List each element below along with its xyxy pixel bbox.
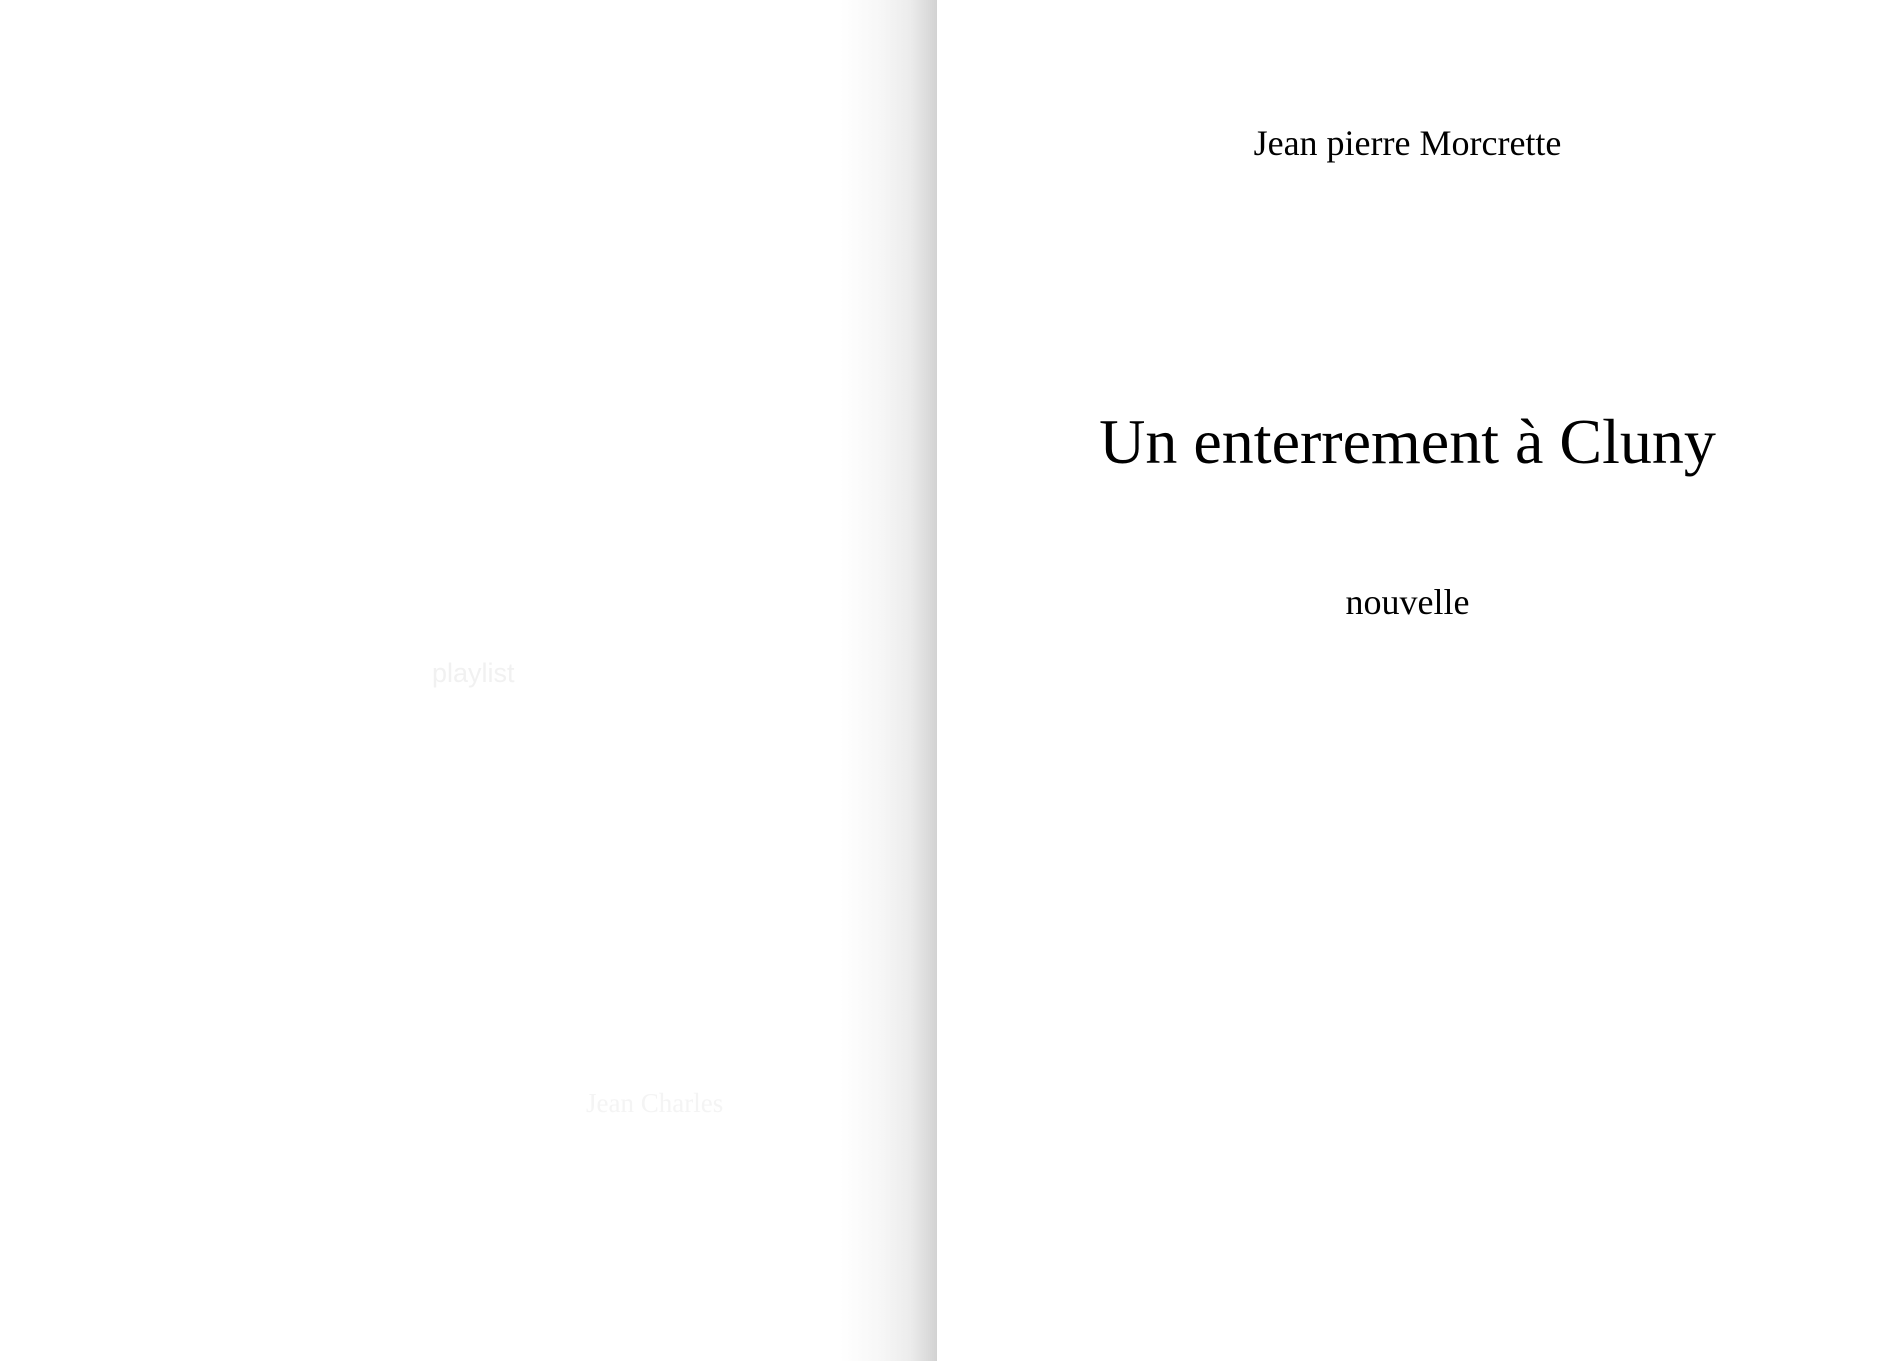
book-author: Jean pierre Morcrette — [1253, 123, 1562, 163]
bleed-through-text: playlist — [432, 658, 515, 688]
bleed-through-author: Jean Charles — [586, 1088, 724, 1118]
right-page[interactable] — [937, 0, 1878, 1361]
book-genre: nouvelle — [1345, 582, 1470, 622]
left-page[interactable] — [0, 0, 937, 1361]
book-title: Un enterrement à Cluny — [1099, 406, 1716, 477]
